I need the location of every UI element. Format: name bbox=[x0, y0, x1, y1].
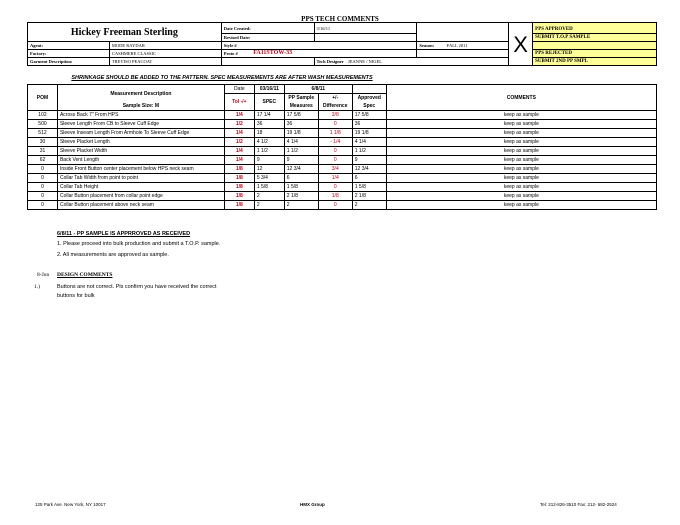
diff-header: +/- bbox=[318, 94, 352, 103]
cell-appr: 12 3/4 bbox=[352, 165, 386, 174]
cell-diff: 0 bbox=[318, 201, 352, 210]
cell-spec: 1 5/8 bbox=[254, 183, 284, 192]
cell-pp: 36 bbox=[284, 120, 318, 129]
pps-rejected-label: PPS REJECTED bbox=[533, 50, 657, 58]
cell-comment: keep as sample bbox=[386, 138, 656, 147]
cell-tol: 1/4 bbox=[224, 147, 254, 156]
cell-comment: keep as sample bbox=[386, 201, 656, 210]
cell-spec: 5 3/4 bbox=[254, 174, 284, 183]
cell-spec: 2 bbox=[254, 201, 284, 210]
table-row bbox=[28, 192, 657, 201]
date2-header: 6/8/11 bbox=[284, 85, 352, 94]
cell-appr: 9 bbox=[352, 156, 386, 165]
cell-appr: 17 5/8 bbox=[352, 111, 386, 120]
cell-tol: 1/8 bbox=[224, 201, 254, 210]
table-row bbox=[28, 183, 657, 192]
cell-diff: 0 bbox=[318, 183, 352, 192]
cell-pom: 31 bbox=[28, 147, 58, 156]
cell-desc: Collar Button placement from collar point edge bbox=[57, 192, 224, 201]
cell-pp: 17 5/8 bbox=[284, 111, 318, 120]
cell-appr: 1 1/2 bbox=[352, 147, 386, 156]
cell-tol: 1/8 bbox=[224, 183, 254, 192]
cell-appr: 4 1/4 bbox=[352, 138, 386, 147]
cell-comment: keep as sample bbox=[386, 120, 656, 129]
cell-desc: Sleeve Placket Width bbox=[57, 147, 224, 156]
cell-pom: 0 bbox=[28, 201, 58, 210]
tol-header: Tol -/+ bbox=[224, 94, 254, 111]
date-created-value: 3/16/11 bbox=[314, 23, 417, 34]
cell-pp: 2 1/8 bbox=[284, 192, 318, 201]
design-comment-date: 8-Jun bbox=[37, 272, 50, 278]
cell-comment: keep as sample bbox=[386, 183, 656, 192]
measurement-table bbox=[27, 84, 657, 210]
design-comment-text-1: Buttons are not correct. Pls confirm you have received the correct bbox=[57, 284, 217, 290]
table-row bbox=[28, 147, 657, 156]
cell-desc: Sleeve Inseam Length From Armhole To Sleeve Cuff Edge bbox=[57, 129, 224, 138]
shrinkage-note: SHRINKAGE SHOULD BE ADDED TO THE PATTERN. SPEC MEASUREMENTS ARE AFTER WASH MEASUREMENTS bbox=[71, 75, 373, 81]
approval-title: 6/8/11 - PP SAMPLE IS APPRROVED AS RECEIVED bbox=[57, 231, 191, 237]
cell-appr: 36 bbox=[352, 120, 386, 129]
table-row bbox=[28, 129, 657, 138]
cell-comment: keep as sample bbox=[386, 165, 656, 174]
cell-pom: 500 bbox=[28, 120, 58, 129]
brand-name: Hickey Freeman Sterling bbox=[28, 23, 222, 42]
cell-diff: 0 bbox=[318, 120, 352, 129]
diff-header-2: Difference bbox=[318, 102, 352, 111]
cell-tol: 1/8 bbox=[224, 192, 254, 201]
cell-appr: 2 1/8 bbox=[352, 192, 386, 201]
cell-tol: 1/4 bbox=[224, 129, 254, 138]
design-comments-title: DESIGN COMMENTS bbox=[57, 272, 113, 278]
cell-desc: Sleeve Length From CB to Sleeve Cuff Edge bbox=[57, 120, 224, 129]
cell-appr: 2 bbox=[352, 201, 386, 210]
cell-pp: 19 1/8 bbox=[284, 129, 318, 138]
table-row bbox=[28, 120, 657, 129]
cell-pp: 4 1/4 bbox=[284, 138, 318, 147]
pp-sample-header-2: Measures bbox=[284, 102, 318, 111]
season-value: FALL 2011 bbox=[445, 42, 509, 50]
cell-desc: Collar Tab Width from point to point bbox=[57, 174, 224, 183]
cell-spec: 1 1/2 bbox=[254, 147, 284, 156]
proto-label: Proto # bbox=[221, 50, 251, 58]
spec-header: SPEC bbox=[254, 94, 284, 111]
agent-value: MODE RAYDAR bbox=[109, 42, 221, 50]
table-row bbox=[28, 138, 657, 147]
pps-approved-label: PPS APPROVED bbox=[533, 23, 657, 34]
cell-appr: 19 1/8 bbox=[352, 129, 386, 138]
cell-diff: 3/8 bbox=[318, 111, 352, 120]
approval-x-mark: X bbox=[509, 23, 533, 66]
design-comment-number: 1.) bbox=[34, 284, 40, 290]
agent-label: Agent: bbox=[28, 42, 110, 50]
cell-comment: keep as sample bbox=[386, 111, 656, 120]
footer-phone: Tel: 212-826-3510 Fax: 212- 682-2524 bbox=[540, 502, 617, 507]
cell-desc: Sleeve Placket Length bbox=[57, 138, 224, 147]
factory-value: CASHMERE CLASSIC bbox=[109, 50, 221, 58]
table-row bbox=[28, 165, 657, 174]
cell-tol: 1/8 bbox=[224, 165, 254, 174]
cell-pp: 2 bbox=[284, 201, 318, 210]
design-comment-text-2: buttons for bulk bbox=[57, 293, 95, 299]
factory-label: Factory: bbox=[28, 50, 110, 58]
cell-spec: 4 1/2 bbox=[254, 138, 284, 147]
footer-company: HMX Group bbox=[300, 502, 325, 507]
cell-tol: 1/4 bbox=[224, 156, 254, 165]
date-header: Date bbox=[224, 85, 254, 94]
sample-size-header: Sample Size: M bbox=[57, 102, 224, 111]
cell-diff: 0 bbox=[318, 147, 352, 156]
cell-spec: 2 bbox=[254, 192, 284, 201]
cell-spec: 9 bbox=[254, 156, 284, 165]
table-row bbox=[28, 156, 657, 165]
cell-comment: keep as sample bbox=[386, 174, 656, 183]
footer-address: 125 Park Ave. New York, NY 10017 bbox=[35, 502, 106, 507]
garment-label: Garment Description: bbox=[28, 58, 110, 66]
garment-value: TREVISO PEACOAT bbox=[109, 58, 221, 66]
cell-pom: 0 bbox=[28, 174, 58, 183]
cell-desc: Collar Tab Height bbox=[57, 183, 224, 192]
cell-appr: 1 5/8 bbox=[352, 183, 386, 192]
approved-header-2: Spec bbox=[352, 102, 386, 111]
cell-diff: 3/4 bbox=[318, 165, 352, 174]
cell-pp: 9 bbox=[284, 156, 318, 165]
pps-approved-sub: SUBMIT T.O.P SAMPLE bbox=[533, 34, 657, 42]
cell-pom: 30 bbox=[28, 138, 58, 147]
cell-spec: 12 bbox=[254, 165, 284, 174]
date-created-label: Date Created: bbox=[221, 23, 314, 34]
season-label: Season: bbox=[417, 42, 445, 50]
cell-pp: 12 3/4 bbox=[284, 165, 318, 174]
cell-tol: 1/4 bbox=[224, 111, 254, 120]
cell-diff: 1/8 bbox=[318, 192, 352, 201]
pps-rejected-sub: SUBMIT 2ND PP SMPL bbox=[533, 58, 657, 66]
approval-line-2: 2. All measurements are approved as sample. bbox=[57, 252, 169, 258]
cell-comment: keep as sample bbox=[386, 192, 656, 201]
cell-diff: 0 bbox=[318, 156, 352, 165]
cell-diff: - 1/4 bbox=[318, 138, 352, 147]
cell-pom: 0 bbox=[28, 183, 58, 192]
approved-header: Approved bbox=[352, 94, 386, 103]
cell-desc: Collar Button placement above neck seam bbox=[57, 201, 224, 210]
tech-designer-value: JEANNE / NIGEL bbox=[346, 58, 509, 66]
style-label: Style # bbox=[221, 42, 251, 50]
cell-spec: 36 bbox=[254, 120, 284, 129]
cell-desc: Inside Front Button center placement below HPS neck seam bbox=[57, 165, 224, 174]
pp-sample-header: PP Sample bbox=[284, 94, 318, 103]
cell-comment: keep as sample bbox=[386, 156, 656, 165]
cell-tol: 1/2 bbox=[224, 138, 254, 147]
cell-pom: 0 bbox=[28, 165, 58, 174]
cell-pp: 1 5/8 bbox=[284, 183, 318, 192]
cell-pp: 1 1/2 bbox=[284, 147, 318, 156]
document-title: PPS TECH COMMENTS bbox=[301, 15, 379, 23]
table-row bbox=[28, 201, 657, 210]
cell-diff: 1/4 bbox=[318, 174, 352, 183]
date1-header: 03/16/11 bbox=[254, 85, 284, 94]
tech-designer-label: Tech Designer bbox=[314, 58, 346, 66]
cell-pom: 62 bbox=[28, 156, 58, 165]
cell-diff: 1 1/8 bbox=[318, 129, 352, 138]
table-row bbox=[28, 111, 657, 120]
cell-pom: 102 bbox=[28, 111, 58, 120]
header-table bbox=[27, 22, 657, 66]
cell-tol: 1/8 bbox=[224, 174, 254, 183]
cell-spec: 18 bbox=[254, 129, 284, 138]
comments-header: COMMENTS bbox=[386, 85, 656, 111]
cell-comment: keep as sample bbox=[386, 147, 656, 156]
cell-pp: 6 bbox=[284, 174, 318, 183]
cell-comment: keep as sample bbox=[386, 129, 656, 138]
cell-spec: 17 1/4 bbox=[254, 111, 284, 120]
cell-pom: 0 bbox=[28, 192, 58, 201]
pom-header: POM bbox=[28, 85, 58, 111]
cell-desc: Across Back 7" From HPS bbox=[57, 111, 224, 120]
cell-pom: 512 bbox=[28, 129, 58, 138]
cell-tol: 1/2 bbox=[224, 120, 254, 129]
revised-date-label: Revised Date: bbox=[221, 34, 314, 42]
cell-appr: 6 bbox=[352, 174, 386, 183]
desc-header: Measurement Description bbox=[57, 85, 224, 103]
approval-line-1: 1. Please proceed into bulk production and submit a T.O.P. sample. bbox=[57, 241, 221, 247]
proto-value: FA11STOW-33 bbox=[251, 50, 417, 58]
table-row bbox=[28, 174, 657, 183]
cell-desc: Back Vent Length bbox=[57, 156, 224, 165]
